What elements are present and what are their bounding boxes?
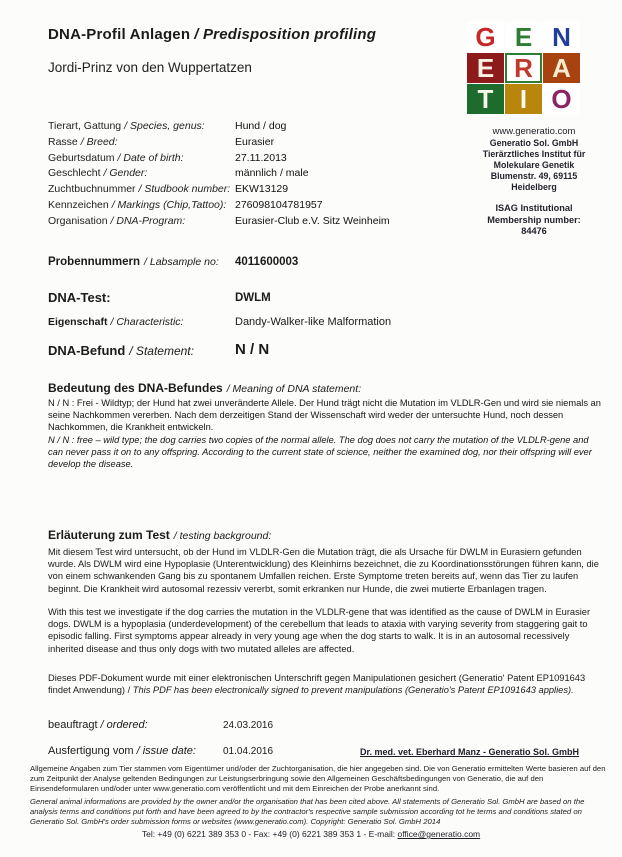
- characteristic-row: [48, 316, 392, 328]
- issue-date-value: 01.04.2016: [223, 746, 274, 757]
- ordered-date-row: [48, 719, 274, 731]
- logo-letter-tile: E: [505, 22, 542, 52]
- logo-letter-tile: N: [543, 22, 580, 52]
- ordered-label-en: / ordered:: [100, 719, 148, 731]
- statement-result-value: N / N: [235, 341, 270, 358]
- field-row-species: [48, 120, 468, 136]
- legal-text-english: General animal informations are provided by the owner and/or the organisation that has been cited above. All statements of Generatio Sol. GmbH are based on the analysis terms and conditions put forth and have been agreed to by the contractor's respective sample submission according tot he terms and conditions stated on Generatio Sol. GmbH's order submission forms or websites (www.generatio.com). Copyright: Generatio Sol. GmbH 2014: [30, 797, 585, 826]
- ordered-label: beauftragt: [48, 719, 98, 731]
- dna-test-row: [48, 290, 271, 305]
- field-value: 27.11.2013: [235, 151, 287, 164]
- meaning-text-english: N / N : free – wild type; the dog carries two copies of the normal allele. The dog does not carry the mutation of the VLDLR-gene and can never pass it on to any offspring. According to the current state of science, neither the examined dog, nor their offspring will ever develop the disease.: [48, 434, 592, 470]
- explanation-section-heading: Erläuterung zum Test / testing background:: [48, 528, 272, 542]
- field-row-birthdate: [48, 152, 468, 168]
- ordered-date-value: 24.03.2016: [223, 720, 274, 731]
- email-address: office@generatio.com: [397, 829, 481, 839]
- meaning-section-body: [48, 397, 604, 470]
- isag-membership: [442, 203, 622, 238]
- field-label: Geschlecht / Gender:: [48, 167, 148, 180]
- signer-name: Dr. med. vet. Eberhard Manz - Generatio Sol. GmbH: [360, 747, 580, 757]
- meaning-text-german: N / N : Frei - Wildtyp; der Hund hat zwei unveränderte Allele. Der Hund trägt nicht die Mutation im VLDLR-Gen und wird sie niemals an seine Nachkommen vererben. Nach dem derzeitigen Stand der Wissenschaft wird weder der untersuchte Hund, noch dessen Nachkommen, die Krankheit entwickeln.: [48, 398, 601, 433]
- logo-letter-tile: G: [467, 22, 504, 52]
- statement-row: [48, 341, 270, 358]
- logo-letter-tile: A: [543, 53, 580, 83]
- field-label: Kennzeichen / Markings (Chip,Tattoo):: [48, 198, 227, 211]
- field-row-chip: [48, 199, 468, 215]
- issue-date-label: Ausfertigung vom: [48, 745, 134, 757]
- generatio-logo: [467, 22, 580, 114]
- contact-line: [0, 829, 622, 839]
- field-value: männlich / male: [235, 167, 309, 180]
- field-label: Organisation / DNA-Program:: [48, 214, 186, 227]
- characteristic-label-en: / Characteristic:: [110, 316, 184, 328]
- pdf-note-english: This PDF has been electronically signed to prevent manipulations (Generatio's Patent EP1091643 applies).: [132, 684, 574, 695]
- statement-label: DNA-Befund: [48, 343, 126, 358]
- field-row-gender: [48, 167, 468, 183]
- field-label: Tierart, Gattung / Species, genus:: [48, 120, 205, 132]
- logo-letter-tile: R: [505, 53, 542, 83]
- characteristic-label: Eigenschaft: [48, 316, 108, 328]
- address-street: Blumenstr. 49, 69115: [490, 171, 578, 181]
- field-value: Hund / dog: [235, 120, 287, 132]
- address-city: Heidelberg: [511, 182, 557, 192]
- statement-label-en: / Statement:: [129, 344, 194, 358]
- explanation-text-english: With this test we investigate if the dog carries the mutation in the VLDLR-gene that was identified as the cause of DWLM in Eurasier dogs. DWLM is a hypoplasia (underdevelopment) of the cerebellum that leads to ataxia with varying severity from staggering gait to episodic falling. First symptoms appear already in very young age when the dog starts to walk. It is in an autosomal recessively inherited disease and thus only dogs with two mutated alleles are affected.: [48, 607, 591, 654]
- field-value: Eurasier-Club e.V. Sitz Weinheim: [235, 214, 390, 227]
- field-label: Geburtsdatum / Date of birth:: [48, 151, 184, 164]
- sample-number-value: 4011600003: [235, 256, 299, 268]
- field-row-studbook: [48, 183, 468, 199]
- meaning-section-heading: Bedeutung des DNA-Befundes / Meaning of DNA statement:: [48, 381, 362, 395]
- characteristic-value: Dandy-Walker-like Malformation: [235, 316, 392, 328]
- company-name: Generatio Sol. GmbH: [489, 138, 579, 148]
- subject-dog-name: Jordi-Prinz von den Wuppertatzen: [48, 60, 252, 75]
- contact-phone-fax: Tel: +49 (0) 6221 389 353 0 - Fax: +49 (0) 6221 389 353 1 - E-mail:: [141, 829, 398, 839]
- logo-letter-tile: I: [505, 84, 542, 114]
- pdf-security-note: [48, 673, 604, 697]
- institute-name-line1: Tierärztliches Institut für: [482, 149, 586, 159]
- isag-line2: Membership number:: [487, 214, 581, 225]
- logo-letter-tile: O: [543, 84, 580, 114]
- field-label: Rasse / Breed:: [48, 135, 118, 148]
- pdf-note-german: Dieses PDF-Dokument wurde mit einer elektronischen Unterschrift gegen Manipulationen gesichert (Generatio' Patent EP1091643 findet Anwendung) /: [48, 673, 586, 695]
- page-title: [48, 26, 376, 43]
- dna-test-label: DNA-Test:: [48, 290, 111, 305]
- logo-letter-tile: T: [467, 84, 504, 114]
- animal-data-fields: [48, 120, 468, 231]
- title-german: DNA-Profil Anlagen: [48, 26, 191, 43]
- dna-test-value: DWLM: [235, 292, 271, 304]
- isag-line1: ISAG Institutional: [495, 203, 573, 213]
- website-url: www.generatio.com: [492, 126, 576, 137]
- field-value: 276098104781957: [235, 198, 323, 211]
- field-value: Eurasier: [235, 135, 275, 148]
- institute-name-line2: Molekulare Genetik: [493, 160, 575, 170]
- sample-label-en: / Labsample no:: [144, 256, 219, 268]
- field-value: EKW13129: [235, 183, 289, 196]
- sample-label: Probennummern: [48, 256, 141, 268]
- explanation-text-german: Mit diesem Test wird untersucht, ob der Hund im VLDLR-Gen die Mutation trägt, die als Ursache für DWLM in Eurasiern gefunden wurde. Als DWLM wird eine Hypoplasie (Unterentwicklung) des Kleinhirns bezeichnet, die zu Koordinationsstörungen führen kann, die von einem schwankenden Gang bis zu spontanem Umfallen reichen. Erste Symptome treten bereits auf, wenn das Tier zu laufen beginnt. Die Krankheit wird autosomal rezessiv vererbt, somit erkranken nur Hunde, die zwei mutierte Erbanlagen tragen.: [48, 547, 599, 594]
- title-english: / Predisposition profiling: [194, 26, 377, 43]
- issue-date-row: [48, 745, 274, 757]
- legal-text-german: Allgemeine Angaben zum Tier stammen vom Eigentümer und/oder der Zuchtorganisation, die hier angegeben sind. Die von Generatio ermittelten Werte basieren auf den zum Zeitpunkt der Analyse geltenden Bedingungen zur Leistungserbringung sowie den Allgemeinen Geschäftsbedingungen von Generatio, die auf den Einsendeformularen und/oder unter www.generatio.com veröffentlicht und mit dem Einreichen der Probe anerkannt sind.: [30, 764, 606, 793]
- field-row-breed: [48, 136, 468, 152]
- field-label: Zuchtbuchnummer / Studbook number:: [48, 183, 231, 196]
- issue-date-label-en: / issue date:: [136, 745, 196, 757]
- isag-number: 84476: [521, 226, 547, 236]
- sample-number-row: [48, 256, 299, 268]
- logo-letter-tile: E: [467, 53, 504, 83]
- field-row-organisation: [48, 215, 468, 231]
- lab-address-block: [442, 126, 622, 238]
